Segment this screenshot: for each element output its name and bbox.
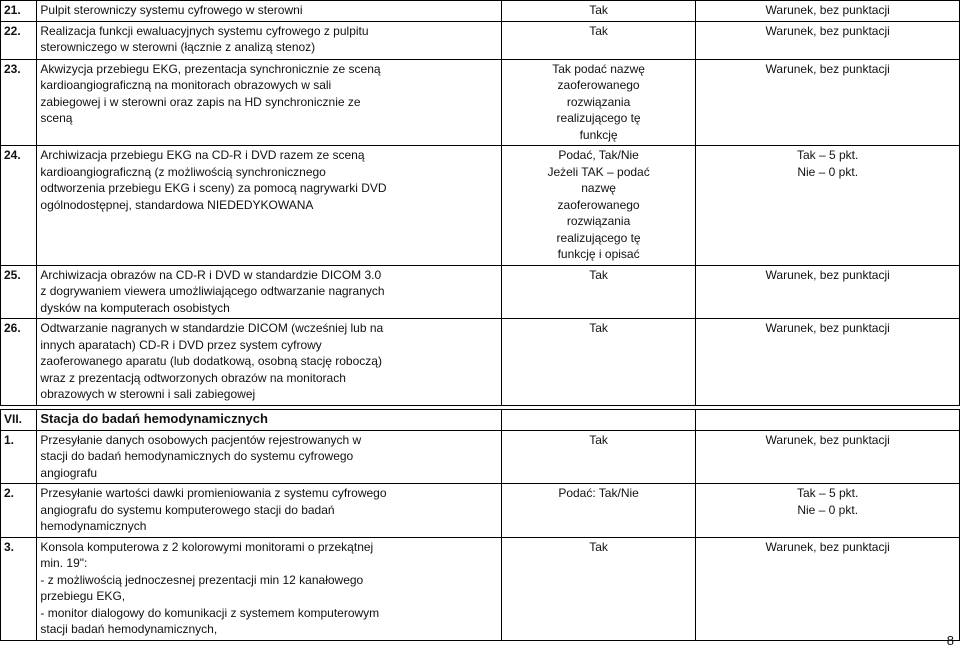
- row-points: Warunek, bez punktacji: [696, 430, 960, 484]
- row-number: 26.: [1, 319, 37, 406]
- row-description: Konsola komputerowa z 2 kolorowymi monitorami o przekątnej min. 19": - z możliwością jednoczesnej prezentacji min 12 kanałowego przebiegu EKG, - monitor dialogowy do komunikacji z systemem komputerowym stacji badań hemodynamicznych,: [37, 537, 501, 640]
- table-row: [1, 146, 960, 266]
- row-number: 3.: [1, 537, 37, 640]
- row-description: Pulpit sterowniczy systemu cyfrowego w sterowni: [37, 1, 501, 22]
- table-row: [1, 1, 960, 22]
- row-number: 25.: [1, 265, 37, 319]
- row-answer: Tak podać nazwę zaoferowanego rozwiązania realizującego tę funkcję: [501, 59, 696, 146]
- row-points: Warunek, bez punktacji: [696, 1, 960, 22]
- section-number: VII.: [1, 410, 37, 431]
- row-points: Warunek, bez punktacji: [696, 265, 960, 319]
- section-title: Stacja do badań hemodynamicznych: [37, 410, 501, 431]
- table-row: [1, 21, 960, 59]
- row-description: Przesyłanie danych osobowych pacjentów rejestrowanych w stacji do badań hemodynamicznych do systemu cyfrowego angiografu: [37, 430, 501, 484]
- row-description: Akwizycja przebiegu EKG, prezentacja synchronicznie ze sceną kardioangiograficzną na monitorach obrazowych w sali zabiegowej i w sterowni oraz zapis na HD synchronicznie ze sceną: [37, 59, 501, 146]
- page-number: 8: [946, 633, 954, 648]
- row-description: Archiwizacja obrazów na CD-R i DVD w standardzie DICOM 3.0 z dogrywaniem viewera umożliwiającego odtwarzanie nagranych dysków na komputerach osobistych: [37, 265, 501, 319]
- row-description: Przesyłanie wartości dawki promieniowania z systemu cyfrowego angiografu do systemu komputerowego stacji do badań hemodynamicznych: [37, 484, 501, 538]
- table-row: [1, 265, 960, 319]
- row-number: 21.: [1, 1, 37, 22]
- row-answer: Podać: Tak/Nie: [501, 484, 696, 538]
- table-row: [1, 537, 960, 640]
- section-header-row: [1, 410, 960, 431]
- table-row: [1, 484, 960, 538]
- row-answer: Tak: [501, 21, 696, 59]
- row-number: 2.: [1, 484, 37, 538]
- row-points: Warunek, bez punktacji: [696, 59, 960, 146]
- table-row: [1, 430, 960, 484]
- row-answer: Tak: [501, 265, 696, 319]
- row-description: Odtwarzanie nagranych w standardzie DICOM (wcześniej lub na innych aparatach) CD-R i DVD przez system cyfrowy zaoferowanego aparatu (lub dodatkową, osobną stację roboczą) wraz z prezentacją odtworzonych obrazów na monitorach obrazowych w sterowni i sali zabiegowej: [37, 319, 501, 406]
- row-points: Warunek, bez punktacji: [696, 537, 960, 640]
- row-number: 1.: [1, 430, 37, 484]
- row-points: Warunek, bez punktacji: [696, 21, 960, 59]
- row-answer: Tak: [501, 430, 696, 484]
- row-number: 22.: [1, 21, 37, 59]
- row-description: Realizacja funkcji ewaluacyjnych systemu cyfrowego z pulpitu sterowniczego w sterowni (łącznie z analizą stenoz): [37, 21, 501, 59]
- row-points: Tak – 5 pkt. Nie – 0 pkt.: [696, 484, 960, 538]
- row-number: 24.: [1, 146, 37, 266]
- requirements-table-section-7: [0, 409, 960, 641]
- row-answer: Tak: [501, 1, 696, 22]
- row-number: 23.: [1, 59, 37, 146]
- section-gap: [0, 381, 960, 409]
- row-answer: Tak: [501, 537, 696, 640]
- row-answer: Podać, Tak/Nie Jeżeli TAK – podać nazwę zaoferowanego rozwiązania realizującego tę funkcję i opisać: [501, 146, 696, 266]
- section-header-points: [696, 410, 960, 431]
- row-points: Tak – 5 pkt. Nie – 0 pkt.: [696, 146, 960, 266]
- row-description: Archiwizacja przebiegu EKG na CD-R i DVD razem ze sceną kardioangiograficzną (z możliwością synchronicznego odtworzenia przebiegu EKG i sceny) za pomocą nagrywarki DVD ogólnodostępnej, standardowa NIEDEDYKOWANA: [37, 146, 501, 266]
- section-header-answer: [501, 410, 696, 431]
- table-row: [1, 59, 960, 146]
- row-points: Warunek, bez punktacji: [696, 319, 960, 406]
- row-answer: Tak: [501, 319, 696, 406]
